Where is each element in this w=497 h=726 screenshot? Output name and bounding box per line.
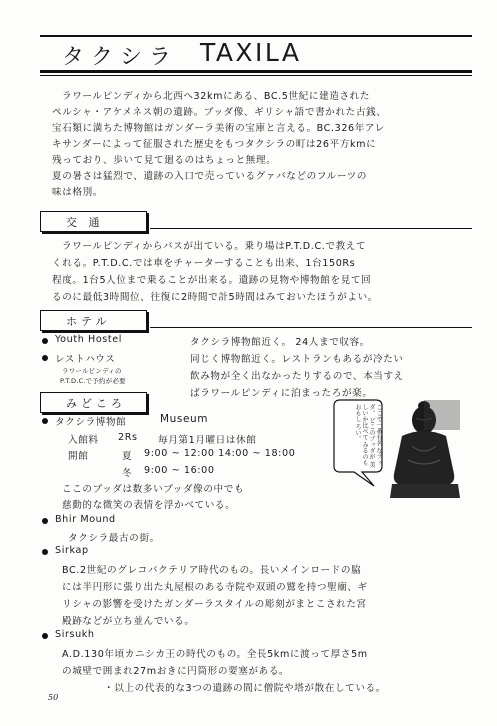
bullet — [42, 338, 48, 344]
statue-caption-line: なブッダ。 — [368, 404, 382, 466]
intro-line: 残っており、歩いて見て廻るのはちょっと無理。 — [52, 155, 277, 166]
bullet — [42, 633, 48, 639]
buddha-statue-photo — [332, 398, 462, 500]
site-desc: リシャの影響を受けたガンダーラスタイルの彫刻がまとこされた宮 — [62, 599, 367, 610]
museum-hours-label: 開館 — [68, 451, 89, 462]
access-line: ラワールピンディからバスが出ている。乗り場はP.T.D.C.で教えて — [62, 241, 367, 252]
museum-winter-hours: 9:00 ~ 16:00 — [144, 465, 215, 476]
site-name-bhir-mound: Bhir Mound — [55, 514, 116, 525]
intro-line: 夏の暑さは猛烈で、遺跡の入口で売っているグァバなどのフルーツの — [52, 171, 368, 182]
section-heading-label: ホテル — [66, 315, 111, 328]
statue-caption-line: 美しいか比べて — [361, 404, 375, 468]
site-desc: の城壁で囲まれ27mおきに円筒形の要塞がある。 — [62, 666, 290, 677]
bullet — [42, 418, 48, 424]
site-desc: には半円形に張り出た丸屋根のある寺院や双頭の鷲を持つ聖廟、ギ — [62, 582, 368, 593]
hotel-note: ラワールピンディの — [62, 367, 122, 375]
hotel-name: Youth Hostel — [55, 334, 123, 345]
museum-summer-label: 夏 — [122, 451, 133, 462]
site-footnote: ・以上の代表的な3つの遺跡の間に僧院や塔が散在している。 — [104, 683, 386, 694]
intro-line: キサンダーによって征服された歴史をもつタクシラの町は26平方kmに — [52, 139, 377, 150]
site-desc: 殿跡などが立ち並んでいる。 — [62, 616, 195, 627]
hotel-desc: タクシラ博物館近く。 24人まで収容。 — [190, 337, 370, 348]
bullet — [42, 355, 48, 361]
title-bottom-rule — [40, 70, 472, 73]
section-heading-hotel — [40, 310, 147, 331]
access-line: 程度。1台5人位まで乗ることが出来る。遺跡の見物や博物館を見て回 — [52, 275, 372, 286]
section-rule — [150, 228, 472, 229]
hotel-desc: 飲み物が全く出なかったりするので、本当すえ — [190, 371, 404, 382]
intro-line: ペルシャ・アケメネス朝の遺跡。ブッダ像、ギリシャ語で書かれた古銭、 — [52, 107, 387, 118]
site-name-sirsukh: Sirsukh — [55, 629, 95, 640]
site-desc: BC.2世紀のグレコバクテリア時代のもの。長いメインロードの脇 — [62, 565, 362, 576]
bullet — [42, 549, 48, 555]
page-title-japanese: タクシラ — [62, 45, 179, 70]
hotel-desc: ばラワールピンディに泊まったろが楽。 — [190, 388, 373, 399]
museum-fee-label: 入館料 — [68, 435, 99, 446]
hotel-note: P.T.D.C.で予約が必要 — [60, 377, 126, 385]
museum-closed: 毎月第1月曜日は休館 — [158, 435, 257, 446]
section-heading-label: みどころ — [66, 397, 126, 410]
statue-caption-line: みるのもおもし — [354, 404, 368, 466]
statue-caption — [338, 404, 382, 470]
intro-line: ラワールピンディから北西へ32kmにある、BC.5世紀に建造された — [62, 91, 371, 102]
section-heading-label: 交 通 — [66, 216, 104, 229]
intro-line: 味は格別。 — [52, 187, 103, 198]
museum-fee: 2Rs — [118, 432, 138, 443]
page-number: 50 — [48, 693, 59, 702]
page-title-english: TAXILA — [200, 38, 302, 67]
site-name-sirkap: Sirkap — [55, 545, 89, 556]
museum-name: タクシラ博物館 — [55, 417, 127, 428]
museum-note: 慈動的な微笑の表情を浮かべている。 — [62, 500, 236, 511]
site-desc: A.D.130年頃カニシカ王の時代のもの。全長5kmに渡って厚さ5m — [62, 649, 368, 660]
statue-caption-line: ここで一番有名 — [375, 404, 382, 446]
title-top-rule — [40, 35, 472, 37]
museum-winter-label: 冬 — [122, 468, 133, 479]
museum-note: ここのブッダは数多いブッダ像の中でも — [62, 484, 245, 495]
title-bottom-thin-rule — [40, 75, 472, 76]
access-line: るのに最低3時間位、往復に2時間で計5時間はみておいたほうがよい。 — [52, 292, 378, 303]
section-heading-sights — [40, 392, 147, 413]
statue-caption-line: どこのブッダが — [368, 417, 375, 460]
intro-line: 宝石類に満ちた博物館はガンダーラ美術の宝庫と言える。BC.326年アレ — [52, 123, 385, 134]
museum-summer-hours: 9:00 ~ 12:00 14:00 ~ 18:00 — [144, 448, 296, 459]
museum-name-en: Museum — [160, 413, 209, 425]
section-heading-access — [40, 211, 147, 232]
statue-caption-line: ろい。 — [354, 423, 361, 442]
access-line: くれる。P.T.D.C.では車をチャーターすることも出来、1台150Rs — [52, 258, 356, 269]
site-desc: タクシラ最古の街。 — [68, 533, 160, 544]
hotel-name: レストハウス — [55, 354, 116, 365]
hotel-desc: 同じく博物館近く。レストランもあるが冷たい — [190, 354, 404, 365]
section-rule — [150, 327, 472, 328]
bullet — [42, 518, 48, 524]
